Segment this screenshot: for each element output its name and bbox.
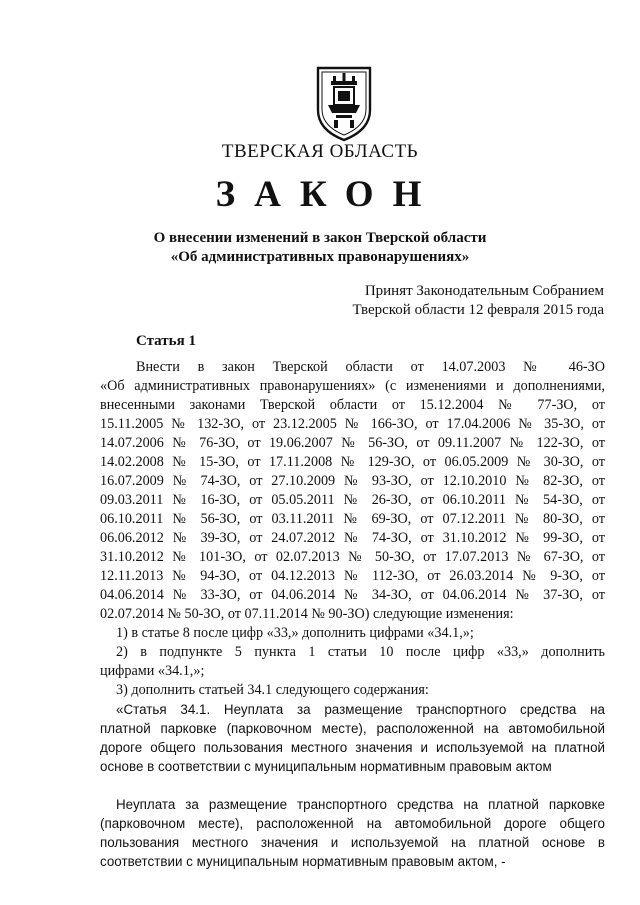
body-text-line: Неуплата за размещение транспортного средства на платной парковке bbox=[116, 797, 605, 812]
adoption-note-line: Принят Законодательным Собранием bbox=[364, 283, 604, 299]
body-text-line: пользования местного значения и используемой на платной основе в bbox=[100, 835, 605, 850]
body-text-line: 02.07.2014 № 50-ЗО, от 07.11.2014 № 90-ЗО) следующие изменения: bbox=[100, 606, 514, 622]
body-text-line: 09.03.2011 № 16-ЗО, от 05.05.2011 № 26-ЗО, от 06.10.2011 № 54-ЗО, от bbox=[100, 492, 605, 508]
law-subject-line: «Об административных правонарушениях» bbox=[170, 249, 470, 265]
body-text-line: 15.11.2005 № 132-ЗО, от 23.12.2005 № 166-ЗО, от 17.04.2006 № 35-ЗО, от bbox=[100, 416, 605, 432]
body-text-line: 31.10.2012 № 101-ЗО, от 02.07.2013 № 50-ЗО, от 17.07.2013 № 67-ЗО, от bbox=[100, 549, 605, 565]
body-text-line: 14.02.2008 № 15-ЗО, от 17.11.2008 № 129-ЗО, от 06.05.2009 № 30-ЗО, от bbox=[100, 454, 605, 470]
body-text-line: «Об административных правонарушениях» (с изменениями и дополнениями, bbox=[100, 378, 605, 394]
body-text-line: платной парковке (парковочном месте), расположенной на автомобильной bbox=[100, 721, 605, 736]
body-text-line: 3) дополнить статьей 34.1 следующего содержания: bbox=[116, 682, 429, 698]
law-subject-line: О внесении изменений в закон Тверской области bbox=[153, 230, 487, 246]
article-body bbox=[100, 358, 605, 871]
body-text-line: Внести в закон Тверской области от 14.07.2003 № 46-ЗО bbox=[136, 359, 605, 375]
body-text-line: 04.06.2014 № 33-ЗО, от 04.06.2014 № 34-ЗО, от 04.06.2014 № 37-ЗО, от bbox=[100, 587, 605, 603]
adoption-note bbox=[353, 282, 604, 320]
body-text-line: 1) в статье 8 после цифр «33,» дополнить цифрами «34.1,»; bbox=[116, 625, 474, 641]
article-title: Статья 1 bbox=[136, 333, 196, 349]
body-text-line: 12.11.2013 № 94-ЗО, от 04.12.2013 № 112-ЗО, от 26.03.2014 № 9-ЗО, от bbox=[100, 568, 605, 584]
body-text-line: основе в соответствии с муниципальным нормативным правовым актом bbox=[100, 759, 552, 774]
body-text-line: 2) в подпункте 5 пункта 1 статьи 10 после цифр «33,» дополнить bbox=[116, 644, 605, 660]
body-text-line: «Статья 34.1. Неуплата за размещение транспортного средства на bbox=[116, 702, 605, 717]
body-text-line: 16.07.2009 № 74-ЗО, от 27.10.2009 № 93-ЗО, от 12.10.2010 № 82-ЗО, от bbox=[100, 473, 605, 489]
document-type-title: ЗАКОН bbox=[215, 174, 441, 215]
region-name: ТВЕРСКАЯ ОБЛАСТЬ bbox=[221, 141, 419, 162]
law-subject bbox=[0, 229, 640, 267]
body-text-line: дороге общего пользования местного значения и используемой на платной bbox=[100, 740, 605, 755]
body-text-line: 14.07.2006 № 76-ЗО, от 19.06.2007 № 56-ЗО, от 09.11.2007 № 122-ЗО, от bbox=[100, 435, 605, 451]
coat-of-arms-icon bbox=[312, 64, 376, 142]
body-text-line: 06.10.2011 № 56-ЗО, от 03.11.2011 № 69-ЗО, от 07.12.2011 № 80-ЗО, от bbox=[100, 511, 605, 527]
adoption-note-line: Тверской области 12 февраля 2015 года bbox=[352, 302, 604, 318]
body-text-line: внесенными законами Тверской области от 15.12.2004 № 77-ЗО, от bbox=[100, 397, 605, 413]
body-text-line: 06.06.2012 № 39-ЗО, от 24.07.2012 № 74-ЗО, от 31.10.2012 № 99-ЗО, от bbox=[100, 530, 605, 546]
body-text-line: соответствии с муниципальным нормативным правовым актом, - bbox=[100, 854, 506, 869]
body-text-line: цифрами «34.1,»; bbox=[100, 663, 205, 679]
body-text-line: (парковочном месте), расположенной на автомобильной дороге общего bbox=[100, 816, 605, 831]
